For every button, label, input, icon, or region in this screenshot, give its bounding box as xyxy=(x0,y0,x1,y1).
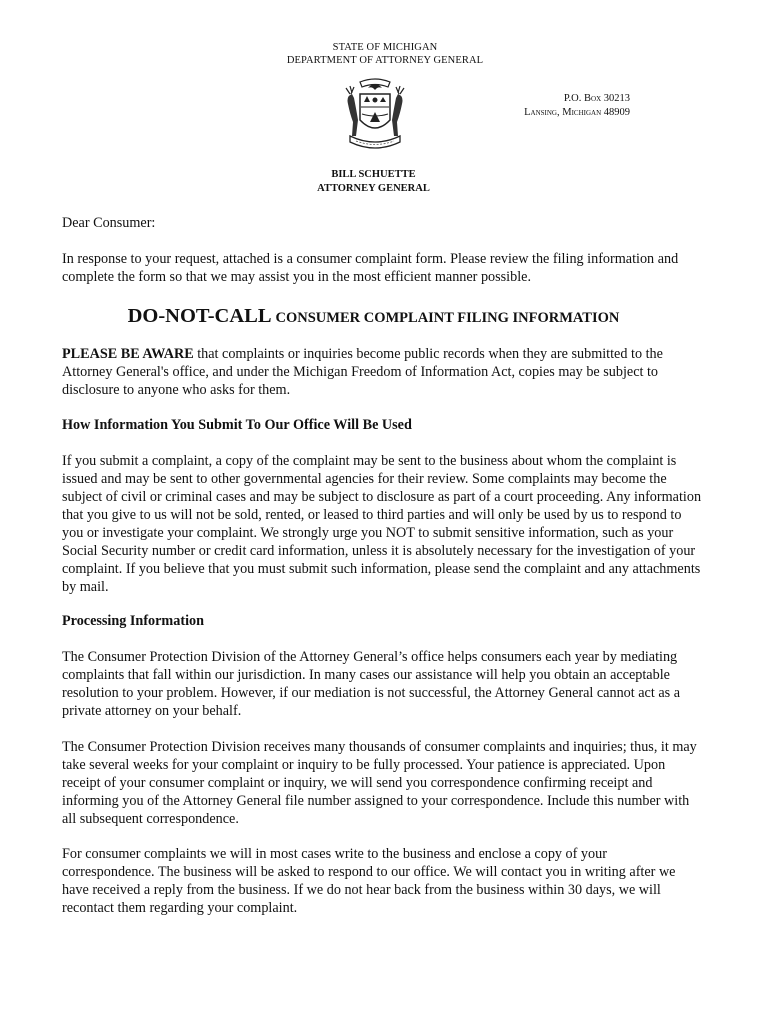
header-state: STATE OF MICHIGAN xyxy=(332,42,438,53)
title-do-not-call: DO-NOT-CALL xyxy=(127,305,272,327)
paragraph-information-use: If you submit a complaint, a copy of the complaint may be sent to the business about whom the complaint is issued and may be sent to other governmental agencies for their review. Some complaints may become the subject of civil or criminal cases and may be subject to disclosure as part of a court proceeding. Any information that you give to us will not be sold, rented, or leased to third parties and will only be used by us to respond to you or investigate your complaint. We strongly urge you NOT to submit sensitive information, such as your Social Security number or credit card information, unless it is absolutely necessary for the investigation of your complaint. If you believe that you must submit such information, please send the complaint and any attachments by mail. xyxy=(62,453,702,595)
address-po-box: P.O. Box 30213 xyxy=(563,93,630,104)
heading-information-use: How Information You Submit To Our Office Will Be Used xyxy=(62,417,412,433)
michigan-state-seal-icon xyxy=(340,74,410,154)
intro-paragraph: In response to your request, attached is a consumer complaint form. Please review the filing information and complete the form so that we may assist you in the most efficient manner possible. xyxy=(62,251,679,285)
aware-lead: PLEASE BE AWARE xyxy=(62,346,194,362)
document-title xyxy=(0,303,747,331)
attorney-general-title: ATTORNEY GENERAL xyxy=(317,183,430,194)
paragraph-processing-3: For consumer complaints we will in most cases write to the business and enclose a copy of your correspondence. The business will be asked to respond to our office. We will contact you in writing after we have received a reply from the business. If we do not hear back from the business within 30 days, we will recontact them regarding your complaint. xyxy=(62,846,676,916)
paragraph-processing-2: The Consumer Protection Division receives many thousands of consumer complaints and inquiries; thus, it may take several weeks for your complaint or inquiry to be fully processed. Your patience is appreciated. Upon receipt of your consumer complaint or inquiry, we will send you correspondence confirming receipt and informing you of the Attorney General file number assigned to your correspondence. Include this number with all subsequent correspondence. xyxy=(62,739,697,827)
aware-text: that complaints or inquiries become public records when they are submitted to the Attorney General's office, and under the Michigan Freedom of Information Act, copies may be subject to disclosure to anyone who asks for them. xyxy=(62,346,663,398)
title-filing-information: CONSUMER COMPLAINT FILING INFORMATION xyxy=(275,310,620,326)
heading-processing: Processing Information xyxy=(62,613,204,629)
aware-paragraph xyxy=(62,345,702,399)
paragraph-processing-1: The Consumer Protection Division of the Attorney General’s office helps consumers each year by mediating complaints that fall within our jurisdiction. In many cases our assistance will help you obtain an acceptable resolution to your problem. However, if our mediation is not successful, the Attorney General cannot act as a private attorney on your behalf. xyxy=(62,649,680,719)
header-department: DEPARTMENT OF ATTORNEY GENERAL xyxy=(286,55,484,66)
address-city: Lansing, Michigan 48909 xyxy=(524,107,630,118)
attorney-general-name: BILL SCHUETTE xyxy=(331,169,416,180)
greeting: Dear Consumer: xyxy=(62,215,156,231)
